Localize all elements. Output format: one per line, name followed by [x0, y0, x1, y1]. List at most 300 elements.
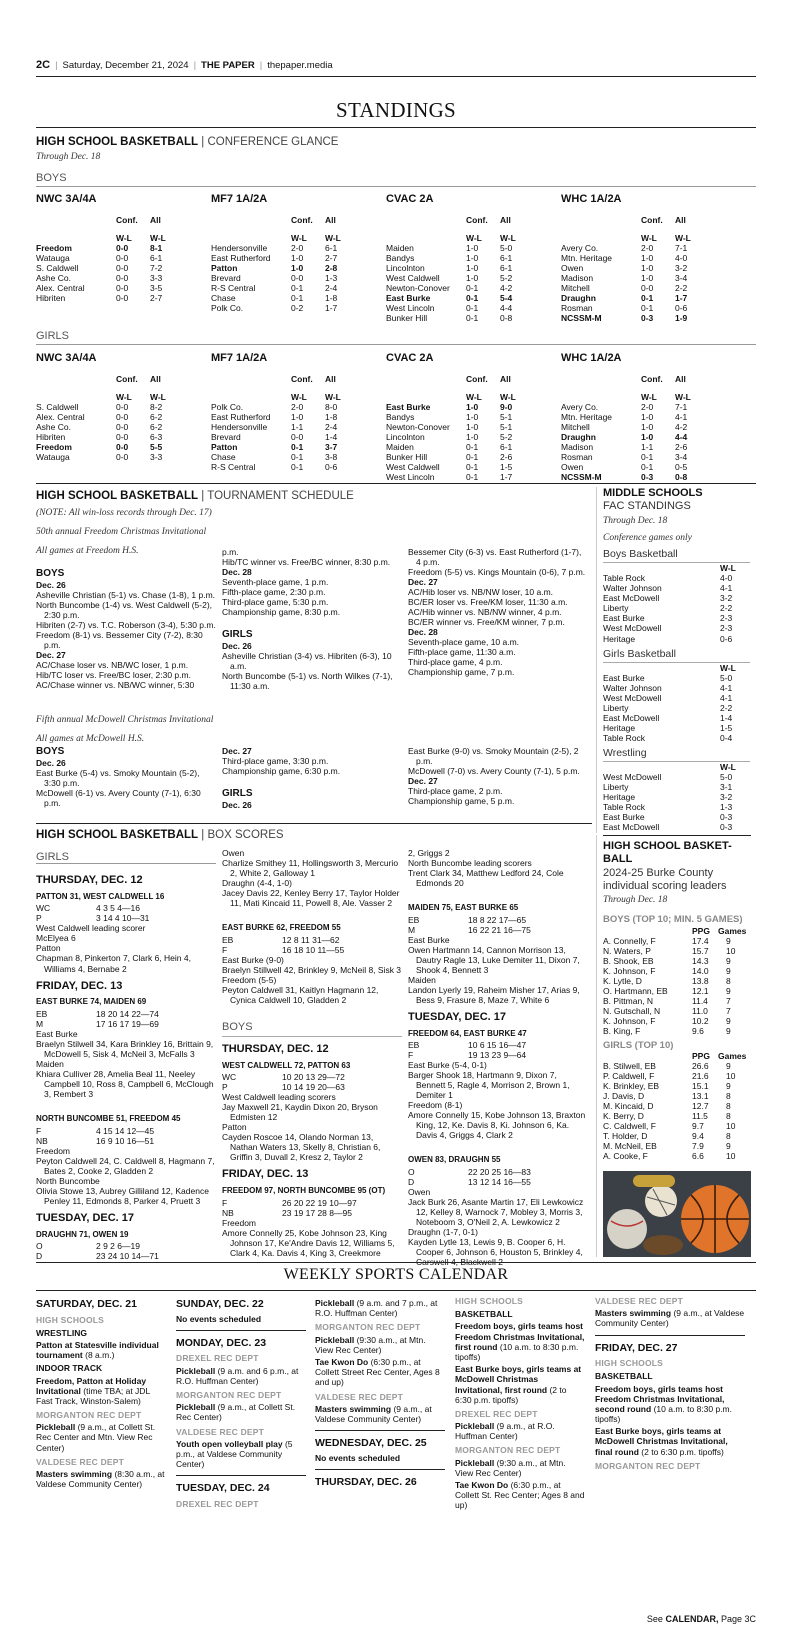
school-name: East McDowell [603, 822, 660, 833]
calendar-day: SUNDAY, DEC. 22 [176, 1298, 264, 1310]
team-abbr: F [222, 1197, 228, 1208]
team-name: NCSSM-M [561, 313, 602, 324]
conference-name: NWC 3A/4A [36, 193, 97, 205]
team-name: Lincolnton [386, 263, 425, 274]
overall-record: 0-5 [675, 462, 688, 473]
event-name: East Burke boys, girls teams at McDowell Christmas Invitational, first round [455, 1364, 582, 1395]
player-games: 10 [726, 1121, 736, 1132]
calendar-day: FRIDAY, DEC. 27 [595, 1341, 678, 1354]
text-line: Asheville Christian (3-4) vs. Hibriten (6-3), 10 a.m. [222, 650, 392, 671]
school-name: Table Rock [603, 733, 646, 743]
overall-record: 7-1 [675, 402, 688, 413]
player-name: K. Berry, D [603, 1111, 644, 1122]
leader-row [603, 966, 750, 976]
conf-record: 0-1 [641, 462, 654, 473]
event-name: Pickleball [36, 1422, 76, 1433]
text-line: Championship game, 7 p.m. [408, 667, 515, 678]
team-name: Avery Co. [561, 402, 599, 413]
player-name: N. Waters, P [603, 945, 651, 956]
overall-record: 1-8 [325, 412, 338, 423]
calendar-group: HIGH SCHOOLS [595, 1358, 664, 1369]
overall-record: 2-7 [150, 293, 163, 304]
conf-record: 0-1 [291, 293, 304, 304]
school-name: East Burke [603, 812, 645, 823]
text-line: p.m. [222, 547, 239, 557]
standings-row [211, 293, 365, 303]
overall-record: 1-7 [325, 303, 338, 314]
calendar-event [595, 1384, 745, 1425]
player-name: K. Lytle, D [603, 975, 642, 986]
standings-row [561, 412, 715, 422]
date-heading: Dec. 27 [36, 649, 66, 660]
text-line: Amore Connelly 15, Kobe Johnson 13, Braxton King, 12, Ke. Davis 8, Ki. Johnson 6, Ka. Davis 4, Griggs 4, Clark 2 [408, 1110, 586, 1141]
text-line: East Burke [36, 1028, 78, 1039]
site-url: thepaper.media [267, 60, 333, 71]
team-name: West Caldwell [386, 462, 440, 473]
blank [603, 563, 720, 573]
quarter-scores: 26 20 22 19 10—97 [282, 1197, 357, 1208]
player-name: P. Caldwell, F [603, 1071, 655, 1082]
team-name: Maiden [386, 243, 414, 254]
player-name: J. Davis, D [603, 1091, 645, 1102]
team-name: Watauga [36, 253, 70, 264]
team-abbr: EB [408, 1040, 420, 1051]
calendar-jump[interactable] [596, 1614, 756, 1625]
overall-record: 7-1 [675, 243, 688, 254]
issue-date: Saturday, December 21, 2024 [62, 60, 189, 71]
event-name: Freedom boys, girls teams host Freedom Christmas Invitational, second round [595, 1383, 725, 1414]
team-abbr: EB [222, 934, 234, 945]
jump-label: CALENDAR, [665, 1614, 719, 1624]
calendar-group: DREXEL REC DEPT [176, 1353, 259, 1364]
team-name: S. Caldwell [36, 402, 79, 413]
wl-header: W-L [116, 233, 132, 243]
standings-row [386, 283, 540, 293]
calendar-event [176, 1439, 306, 1470]
wl-header: W-L [291, 233, 307, 243]
team-name: Chase [211, 293, 236, 304]
line-score [36, 1019, 162, 1029]
calendar-event [36, 1376, 166, 1407]
conference-1 [211, 193, 386, 323]
team-name: Ashe Co. [36, 273, 71, 284]
text-line: East Burke [408, 934, 450, 945]
wl-header [386, 392, 466, 402]
player-ppg: 11.4 [692, 995, 708, 1006]
text-line: 2, Griggs 2 [408, 848, 450, 858]
wl-header: W-L [150, 392, 166, 402]
leader-row [603, 1141, 750, 1151]
team-name: Hibriten [36, 293, 66, 304]
game-headline: OWEN 83, DRAUGHN 55 [408, 1155, 501, 1165]
conf-record: 0-0 [116, 432, 129, 443]
line-score [36, 1241, 143, 1251]
ms-row [603, 623, 750, 633]
player-ppg: 15.1 [692, 1081, 709, 1092]
school-record: 4-0 [720, 573, 733, 584]
conf-record: 0-0 [116, 452, 129, 463]
date-heading: Dec. 26 [222, 799, 252, 810]
team-name: Brevard [211, 432, 241, 443]
text-line: Braelyn Stillwell 42, Brinkley 9, McNeil 8, Sisk 3 [222, 964, 402, 975]
boys-label: BOYS [36, 172, 67, 184]
team-name: East Rutherford [211, 412, 271, 423]
overall-record: 4-4 [500, 303, 513, 314]
wl-header: W-L [291, 392, 307, 402]
overall-record: 2-2 [675, 283, 688, 294]
calendar-day: TUESDAY, DEC. 24 [176, 1482, 270, 1495]
conf-record: 0-1 [641, 452, 654, 463]
conf-record: 0-2 [291, 303, 304, 314]
school-record: 1-3 [720, 802, 733, 813]
mcdowell-col-2 [222, 746, 402, 810]
conf-record: 0-1 [641, 303, 654, 314]
game-headline: NORTH BUNCOMBE 51, FREEDOM 45 [36, 1114, 181, 1124]
calendar-event [455, 1421, 585, 1441]
calendar-event [315, 1357, 445, 1388]
conf-record: 0-0 [116, 283, 129, 294]
conf-record: 0-3 [641, 472, 654, 483]
standings-row [386, 303, 540, 313]
event-name: Masters swimming [595, 1308, 672, 1319]
line-score [36, 913, 152, 923]
conference-name: NWC 3A/4A [36, 352, 97, 364]
conf-col-header: Conf. [291, 374, 313, 384]
conf-record: 0-0 [116, 293, 129, 304]
team-abbr: WC [222, 1072, 237, 1083]
calendar-rule-2 [36, 1290, 756, 1291]
leader-row [603, 1111, 750, 1121]
date-heading: Dec. 27 [408, 577, 438, 588]
calendar-group: VALDESE REC DEPT [595, 1296, 684, 1306]
school-record: 5-0 [720, 772, 733, 783]
box-col-2 [222, 848, 402, 1258]
date-heading: Dec. 26 [222, 640, 252, 651]
team-name: Alex. Central [36, 412, 85, 423]
quarter-scores: 4 15 14 12—45 [96, 1125, 155, 1136]
team-name: Madison [561, 273, 594, 284]
ms-row [603, 723, 750, 733]
text-line: Patton [36, 943, 61, 954]
player-name: M. Kincaid, D [603, 1101, 654, 1112]
calendar-divider [315, 1469, 445, 1470]
line-score [36, 1136, 157, 1146]
text-line: Maiden [36, 1059, 64, 1069]
line-score [222, 935, 343, 945]
standings-row [36, 442, 190, 452]
ppg-header: PPG [692, 925, 710, 936]
calendar-group: VALDESE REC DEPT [36, 1456, 125, 1467]
team-name: Alex. Central [36, 283, 85, 294]
tourney-col-2 [222, 547, 402, 691]
player-ppg: 11.0 [692, 1005, 708, 1016]
conf-record: 0-0 [291, 273, 304, 284]
school-name: Table Rock [603, 802, 646, 813]
standings-row [561, 472, 715, 482]
team-name: Draughn [561, 293, 596, 304]
player-games: 9 [726, 1061, 731, 1072]
text-line: Draughn (1-7, 0-1) [408, 1226, 478, 1237]
calendar-day: MONDAY, DEC. 23 [176, 1336, 267, 1349]
calendar-event [595, 1426, 745, 1457]
ms-row [603, 603, 750, 613]
overall-record: 0-8 [500, 313, 513, 324]
boys-leaders-label: BOYS (TOP 10; MIN. 5 GAMES) [603, 914, 743, 926]
player-name: O. Hartmann, EB [603, 985, 668, 996]
leader-row [603, 1081, 750, 1091]
team-name: West Lincoln [386, 303, 435, 314]
overall-record: 1-8 [325, 293, 338, 304]
event-name: Masters swimming [315, 1403, 392, 1414]
overall-record: 6-1 [150, 253, 163, 264]
line-score [222, 945, 347, 955]
calendar-divider [176, 1475, 306, 1476]
event-detail: (8:30 a.m., at Valdese Community Center) [36, 1469, 165, 1490]
conf-record: 1-1 [291, 422, 304, 433]
game-headline: FREEDOM 64, EAST BURKE 47 [408, 1028, 527, 1038]
player-name: A. Connelly, F [603, 935, 656, 946]
standings-row [211, 432, 365, 442]
conf-record: 0-0 [116, 273, 129, 284]
text-line: Freedom (8-1) vs. Bessemer City (7-2), 8:30 p.m. [36, 629, 203, 650]
standings-row [561, 313, 715, 323]
text-line: Third-place game, 3:30 p.m. [222, 756, 329, 767]
standings-row [386, 243, 540, 253]
event-detail: (9:30 a.m., at Mtn. View Rec Center) [455, 1457, 566, 1478]
overall-record: 4-0 [675, 253, 688, 264]
day-heading: FRIDAY, DEC. 13 [36, 979, 123, 992]
team-name: Brevard [211, 273, 241, 284]
conference-name: CVAC 2A [386, 193, 434, 205]
venue-1: All games at Freedom H.S. [36, 545, 139, 556]
text-line: Championship game, 6:30 p.m. [222, 766, 341, 777]
calendar-event [455, 1480, 585, 1511]
text-line: North Buncombe leading scorers [408, 858, 532, 869]
conf-record: 1-0 [466, 422, 479, 433]
overall-record: 3-4 [675, 273, 688, 284]
calendar-category: BASKETBALL [595, 1371, 653, 1382]
ms-note: Conference games only [603, 532, 692, 543]
event-name: Pickleball [455, 1457, 495, 1468]
event-detail: (time TBA; at JDL Fast Track, Winston-Salem) [36, 1385, 150, 1406]
standings-row [211, 452, 365, 462]
player-ppg: 9.6 [692, 1025, 704, 1036]
box-header: HIGH SCHOOL BASKETBALL | BOX SCORES GIRLS [36, 829, 596, 864]
calendar-group: DREXEL REC DEPT [455, 1408, 538, 1419]
line-score [36, 903, 143, 913]
player-ppg: 7.9 [692, 1141, 704, 1152]
team-name: Ashe Co. [36, 422, 71, 433]
calendar-rule [36, 1262, 756, 1263]
calendar-col-1 [36, 1292, 166, 1489]
overall-record: 3-8 [325, 452, 338, 463]
overall-record: 8-2 [150, 402, 163, 413]
team-name: Draughn [561, 432, 596, 443]
standings-row [211, 243, 365, 253]
school-record: 2-3 [720, 623, 733, 634]
overall-record: 9-0 [500, 402, 513, 413]
player-ppg: 14.3 [692, 955, 709, 966]
school-record: 0-6 [720, 633, 733, 644]
date-heading: Dec. 26 [36, 579, 66, 590]
group-label: BOYS [222, 1021, 402, 1037]
leader-row [603, 1026, 750, 1036]
conf-record: 1-0 [641, 263, 654, 274]
team-name: Lincolnton [386, 432, 425, 443]
line-score [408, 1050, 529, 1060]
school-name: Liberty [603, 603, 629, 614]
conf-record: 1-0 [466, 412, 479, 423]
line-score [222, 1198, 360, 1208]
calendar-event [176, 1402, 306, 1422]
player-ppg: 21.6 [692, 1071, 709, 1082]
player-name: K. Johnson, F [603, 1015, 656, 1026]
team-name: R-S Central [211, 462, 256, 473]
conf-record: 0-1 [466, 452, 479, 463]
team-name: Mtn. Heritage [561, 412, 613, 423]
team-name: Newton-Conover [386, 422, 450, 433]
team-name: West Caldwell [386, 273, 440, 284]
standings-table [36, 233, 190, 303]
team-name: Hendersonville [211, 422, 268, 433]
team-name: Avery Co. [561, 243, 599, 254]
all-col-header: All [150, 215, 161, 225]
calendar-event [455, 1364, 585, 1405]
overall-record: 6-1 [500, 442, 513, 453]
standings-row [386, 402, 540, 412]
team-name: Rosman [561, 303, 593, 314]
overall-record: 8-0 [325, 402, 338, 413]
line-score [222, 1082, 348, 1092]
event-name: Tae Kwon Do [315, 1356, 369, 1367]
event-name: Pickleball [315, 1334, 355, 1345]
game-headline: PATTON 31, WEST CALDWELL 16 [36, 891, 165, 901]
team-abbr: EB [36, 1008, 48, 1019]
text-line: Braelyn Stilwell 34, Kara Brinkley 16, Brittain 9, McDowell 5, Sisk 4, McNeil 3, McFalls 3 [36, 1038, 214, 1059]
event-name: Pickleball [455, 1421, 495, 1432]
school-name: Liberty [603, 702, 629, 713]
standings-row [36, 293, 190, 303]
ms-title: MIDDLE SCHOOLS [603, 487, 703, 499]
conf-record: 0-1 [291, 442, 304, 453]
team-abbr: P [36, 913, 42, 924]
text-line: Freedom (8-1) [408, 1100, 463, 1111]
quarter-scores: 16 22 21 16—75 [468, 924, 531, 935]
conf-record: 0-0 [291, 432, 304, 443]
standings-row [211, 402, 365, 412]
quarter-scores: 18 8 22 17—65 [468, 914, 527, 925]
conf-record: 0-3 [641, 313, 654, 324]
team-name: Polk Co. [211, 402, 244, 413]
player-ppg: 12.7 [692, 1101, 709, 1112]
line-score [408, 925, 534, 935]
event-detail: (10 a.m. to 8:30 p.m. tipoffs) [455, 1341, 579, 1362]
leader-row [603, 1061, 750, 1071]
wl-header [211, 392, 291, 402]
standings-row [386, 462, 540, 472]
event-name: Pickleball [315, 1298, 355, 1308]
conference-name: MF7 1A/2A [211, 193, 268, 205]
quarter-scores: 18 20 14 22—74 [96, 1008, 159, 1019]
conference-0 [36, 352, 211, 477]
standings-row [211, 283, 365, 293]
ms-row [603, 593, 750, 603]
conf-record: 1-0 [641, 412, 654, 423]
leader-row [603, 996, 750, 1006]
ms-row [603, 733, 750, 743]
overall-record: 8-1 [150, 243, 163, 254]
player-games: 8 [726, 1091, 731, 1102]
conf-record: 0-0 [116, 422, 129, 433]
overall-record: 1-7 [500, 472, 513, 483]
calendar-divider [315, 1430, 445, 1431]
calendar-group: DREXEL REC DEPT [176, 1498, 259, 1509]
ms-row [603, 802, 750, 812]
school-name: Heritage [603, 722, 636, 733]
standings-row [211, 462, 365, 472]
wl-header: W-L [720, 563, 736, 574]
calendar-event [36, 1422, 166, 1453]
calendar-event [315, 1404, 445, 1424]
standings-row [386, 313, 540, 323]
conf-col-header: Conf. [116, 374, 138, 384]
game-headline: FREEDOM 97, NORTH BUNCOMBE 95 (OT) [222, 1186, 386, 1196]
standings-table [561, 233, 715, 323]
calendar-event [315, 1335, 445, 1355]
calendar-group: MORGANTON REC DEPT [595, 1460, 701, 1471]
newspaper-page [36, 0, 756, 1638]
conf-record: 0-0 [116, 442, 129, 453]
conf-col-header: Conf. [466, 374, 488, 384]
school-record: 2-2 [720, 702, 733, 713]
conf-record: 1-0 [641, 432, 654, 443]
text-line: Asheville Christian (5-1) vs. Chase (1-8), 1 p.m. [36, 589, 216, 600]
games-header: Games [718, 1051, 747, 1061]
calendar-event [455, 1321, 585, 1362]
text-line: Khiara Culliver 28, Amelia Beal 11, Neeley Campbell 10, Ross 8, Campbell 6, McClough 3, Rembert 3 [36, 1069, 214, 1100]
leader-row [603, 1101, 750, 1111]
standings-row [561, 442, 715, 452]
divider [36, 344, 756, 345]
team-name: Maiden [386, 442, 414, 453]
standings-row [561, 452, 715, 462]
date-heading: Dec. 27 [222, 746, 252, 756]
standings-row [561, 462, 715, 472]
school-name: Heritage [603, 633, 636, 644]
blank [603, 663, 720, 673]
text-line: Kayden Lytle 13, Lewis 9, B. Cooper 6, H. Cooper 6, Johnson 6, Houston 5, Brinkley 4, Carswell 4, Blackwell 2 [408, 1236, 583, 1267]
school-name: Walter Johnson [603, 583, 662, 594]
overall-record: 4-4 [675, 432, 688, 443]
quarter-scores: 2 9 2 6—19 [96, 1241, 140, 1252]
leader-row [603, 1131, 750, 1141]
conf-record: 2-0 [291, 402, 304, 413]
text-line: BC/ER winner vs. Free/KM winner, 7 p.m. [408, 617, 565, 628]
girls-leaders-table [603, 1051, 750, 1161]
player-games: 8 [726, 1111, 731, 1122]
player-ppg: 12.1 [692, 985, 709, 996]
overall-record: 3-7 [325, 442, 338, 453]
conf-record: 1-0 [291, 253, 304, 264]
wl-header: W-L [641, 233, 657, 243]
player-ppg: 15.7 [692, 945, 709, 956]
blank [603, 926, 692, 936]
player-games: 9 [726, 1141, 731, 1152]
calendar-day: THURSDAY, DEC. 26 [315, 1475, 417, 1488]
player-games: 9 [726, 965, 731, 976]
text-line: Trent Clark 34, Matthew Ledford 24, Cole Edmonds 20 [408, 868, 564, 889]
wl-header [386, 233, 466, 243]
